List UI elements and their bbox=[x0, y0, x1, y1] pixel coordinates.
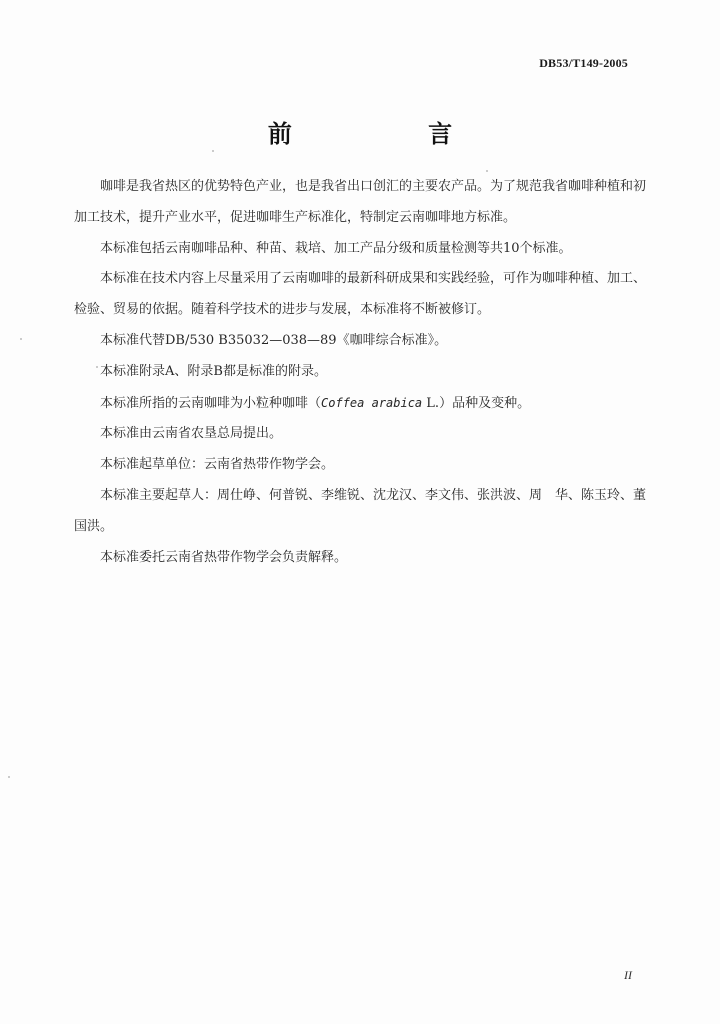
paragraph-proposer: 本标准由云南省农垦总局提出。 bbox=[100, 426, 283, 442]
paragraph-species bbox=[74, 388, 646, 420]
paragraph-drafting-unit: 本标准起草单位：云南省热带作物学会。 bbox=[100, 457, 335, 473]
scan-speck bbox=[212, 150, 214, 152]
paragraph-intro: 咖啡是我省热区的优势特色产业，也是我省出口创汇的主要农产品。为了规范我省咖啡种植和初加工技术，提升产业水平，促进咖啡生产标准化，特制定云南咖啡地方标准。 bbox=[74, 179, 647, 225]
paragraph-appendix: 本标准附录A、附录B都是标准的附录。 bbox=[100, 363, 327, 379]
paragraph-scope: 本标准包括云南咖啡品种、种苗、栽培、加工产品分级和质量检测等共10个标准。 bbox=[100, 240, 572, 256]
species-text-before: 本标准所指的云南咖啡为小粒种咖啡（ bbox=[100, 395, 322, 411]
scan-speck bbox=[486, 170, 488, 172]
scan-speck bbox=[8, 776, 10, 778]
paragraph-replaces: 本标准代替DB/530 B35032—038—89《咖啡综合标准》。 bbox=[100, 332, 448, 348]
document-body bbox=[74, 172, 646, 573]
species-latin-name: Coffea arabica bbox=[321, 395, 423, 410]
scan-speck bbox=[96, 366, 98, 368]
paragraph-interpretation: 本标准委托云南省热带作物学会负责解释。 bbox=[100, 549, 348, 565]
standard-code: DB53/T149-2005 bbox=[539, 56, 628, 70]
page-title: 前 言 bbox=[267, 120, 517, 148]
scan-speck bbox=[20, 338, 22, 340]
paragraph-drafters: 本标准主要起草人：周仕峥、何普锐、李维锐、沈龙汉、李文伟、张洪波、周 华、陈玉玲、董国洪。 bbox=[74, 487, 647, 534]
paragraph-basis: 本标准在技术内容上尽量采用了云南咖啡的最新科研成果和实践经验，可作为咖啡种植、加工、检验、贸易的依据。随着科学技术的进步与发展，本标准将不断被修订。 bbox=[74, 271, 647, 318]
page-number: II bbox=[624, 968, 632, 982]
species-text-after: L.）品种及变种。 bbox=[422, 395, 531, 411]
